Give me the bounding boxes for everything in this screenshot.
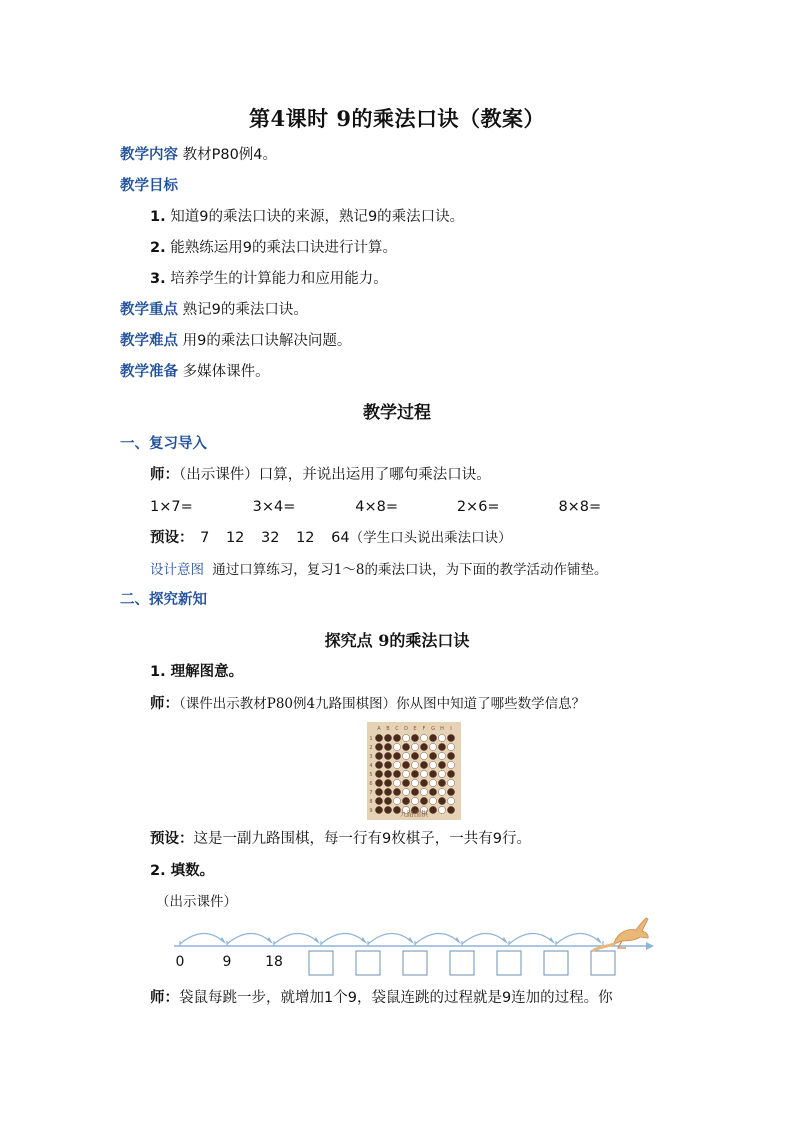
go-stone xyxy=(447,761,454,768)
key-line xyxy=(120,300,308,320)
go-stone xyxy=(375,797,382,804)
board-row-label: 6 xyxy=(369,781,373,787)
board-row-label: 4 xyxy=(369,763,373,769)
go-stone xyxy=(420,770,427,777)
go-stone xyxy=(375,788,382,795)
go-stone xyxy=(411,797,418,804)
jump-arc xyxy=(509,933,553,944)
go-stone xyxy=(429,761,436,768)
go-stone xyxy=(447,752,454,759)
teacher-prefix: 师： xyxy=(150,467,179,483)
go-stone xyxy=(375,761,382,768)
answer-blank-box[interactable] xyxy=(309,951,333,975)
jump-arrowhead xyxy=(596,937,602,944)
go-stone xyxy=(438,779,445,786)
jump-arrowhead xyxy=(408,937,414,944)
teacher2-line xyxy=(150,988,613,1008)
calc-row xyxy=(150,497,601,517)
board-row-label: 9 xyxy=(369,808,373,814)
go-stone xyxy=(438,770,445,777)
jump-arrowhead xyxy=(267,937,273,944)
design-label: 设计意图 xyxy=(150,562,204,578)
step1-heading: 1. 理解图意。 xyxy=(150,664,244,680)
go-stone xyxy=(384,797,391,804)
go-stone xyxy=(411,788,418,795)
go-stone xyxy=(411,770,418,777)
go-stone xyxy=(384,779,391,786)
go-stone xyxy=(429,806,436,813)
go-stone xyxy=(438,752,445,759)
teacher-text: 袋鼠每跳一步，就增加1个9，袋鼠连跳的过程就是9连加的过程。你 xyxy=(179,990,613,1006)
go-board xyxy=(367,722,461,820)
go-stone xyxy=(402,779,409,786)
section1-heading: 一、复习导入 xyxy=(120,436,207,452)
number-line-label: 0 xyxy=(175,954,185,970)
preset-value: 64 xyxy=(331,530,350,546)
board-column-label: B xyxy=(386,726,390,732)
board-column-label: H xyxy=(440,726,444,732)
goals-label: 教学目标 xyxy=(120,178,178,194)
go-stone xyxy=(393,797,400,804)
jump-arrowhead xyxy=(455,937,461,944)
go-stone xyxy=(420,779,427,786)
goal-text: 能熟练运用9的乘法口诀进行计算。 xyxy=(170,240,397,256)
jump-arc xyxy=(274,933,318,944)
preset-label: 预设： xyxy=(150,530,194,546)
go-stone xyxy=(393,770,400,777)
go-stone xyxy=(429,752,436,759)
go-stone xyxy=(384,734,391,741)
preset-value: 12 xyxy=(225,530,245,546)
number-line-arrowhead xyxy=(646,942,654,950)
go-stone xyxy=(393,743,400,750)
number-line-figure xyxy=(170,910,670,982)
go-stone xyxy=(411,752,418,759)
difficulty-label: 教学难点 xyxy=(120,333,178,349)
go-stone xyxy=(375,743,382,750)
go-stone xyxy=(375,770,382,777)
content-label: 教学内容 xyxy=(120,147,178,163)
jump-arc xyxy=(368,933,412,944)
go-stone xyxy=(402,743,409,750)
go-stone xyxy=(384,752,391,759)
go-stone xyxy=(429,743,436,750)
prep-text: 多媒体课件。 xyxy=(182,364,270,380)
go-stone xyxy=(384,743,391,750)
go-stone xyxy=(393,752,400,759)
board-column-label: C xyxy=(395,726,399,732)
go-stone xyxy=(447,734,454,741)
answer-blank-box[interactable] xyxy=(497,951,521,975)
go-stone xyxy=(447,770,454,777)
go-stone xyxy=(402,770,409,777)
go-stone xyxy=(384,770,391,777)
go-stone xyxy=(429,770,436,777)
go-stone xyxy=(438,797,445,804)
jump-arc xyxy=(180,933,224,944)
goal-number: 3. xyxy=(150,271,166,287)
go-stone xyxy=(429,788,436,795)
preset-value: 7 xyxy=(200,530,210,546)
calc-item: 8×8= xyxy=(558,499,602,515)
calc-item: 1×7= xyxy=(150,499,193,515)
go-stone xyxy=(375,806,382,813)
answer-blank-box[interactable] xyxy=(403,951,427,975)
board-caption: 九路围棋 xyxy=(400,810,428,818)
go-stone xyxy=(420,797,427,804)
board-row-label: 3 xyxy=(369,754,373,760)
difficulty-line xyxy=(120,331,351,351)
board-column-label: F xyxy=(422,726,426,732)
board-row-label: 5 xyxy=(369,772,373,778)
board-column-label: D xyxy=(404,726,408,732)
go-stone xyxy=(438,788,445,795)
go-stone xyxy=(438,806,445,813)
go-stone xyxy=(447,788,454,795)
go-stone xyxy=(447,743,454,750)
preset-value: 32 xyxy=(261,530,280,546)
jump-arc xyxy=(321,933,365,944)
board-column-label: A xyxy=(377,726,381,732)
go-stone xyxy=(447,797,454,804)
jump-arc xyxy=(556,933,600,944)
go-stone xyxy=(375,734,382,741)
goal-item xyxy=(150,207,464,227)
number-line-label: 9 xyxy=(222,954,232,970)
go-stone xyxy=(375,752,382,759)
content-line xyxy=(120,145,277,165)
go-stone xyxy=(447,779,454,786)
go-stone xyxy=(438,761,445,768)
board-row-label: 7 xyxy=(369,790,373,796)
answer-blank-box[interactable] xyxy=(356,951,380,975)
prep-label: 教学准备 xyxy=(120,364,178,380)
go-stone xyxy=(402,752,409,759)
go-stone xyxy=(411,734,418,741)
goal-item xyxy=(150,238,397,258)
calc-item: 3×4= xyxy=(252,499,296,515)
go-stone xyxy=(447,806,454,813)
answer-blank-box[interactable] xyxy=(450,951,474,975)
board-column-label: E xyxy=(413,726,417,732)
content-text: 教材P80例4。 xyxy=(182,147,278,163)
step2-heading: 2. 填数。 xyxy=(150,863,215,879)
show-note: （出示课件） xyxy=(156,894,237,910)
teacher-text: （课件出示教材P80例4九路围棋图）你从图中知道了哪些数学信息？ xyxy=(179,696,586,712)
teacher-text: （出示课件）口算，并说出运用了哪句乘法口诀。 xyxy=(179,467,491,483)
goal-number: 2. xyxy=(150,240,166,256)
board-column-label: G xyxy=(431,726,435,732)
section2-heading: 二、探究新知 xyxy=(120,592,207,608)
goal-number: 1. xyxy=(150,209,166,225)
go-stone xyxy=(411,743,418,750)
jump-arc xyxy=(415,933,459,944)
board-column-label: I xyxy=(450,726,452,732)
go-stone xyxy=(429,779,436,786)
go-stone xyxy=(411,779,418,786)
go-stone xyxy=(420,761,427,768)
difficulty-text: 用9的乘法口诀解决问题。 xyxy=(182,333,352,349)
go-stone xyxy=(375,779,382,786)
go-stone xyxy=(438,734,445,741)
board-row-label: 1 xyxy=(369,736,373,742)
number-line xyxy=(170,910,670,982)
jump-arc xyxy=(462,933,506,944)
go-stone xyxy=(420,743,427,750)
go-stone xyxy=(402,788,409,795)
key-text: 熟记9的乘法口诀。 xyxy=(182,302,308,318)
go-stone xyxy=(393,734,400,741)
go-stone xyxy=(402,761,409,768)
answer-blank-box[interactable] xyxy=(591,951,615,975)
calc-item: 4×8= xyxy=(355,499,398,515)
jump-arrowhead xyxy=(361,937,367,944)
goal-text: 培养学生的计算能力和应用能力。 xyxy=(170,271,388,287)
jump-arrowhead xyxy=(549,937,555,944)
calc-item: 2×6= xyxy=(456,499,500,515)
go-stone xyxy=(438,743,445,750)
page-title: 第4课时 9的乘法口诀（教案） xyxy=(248,106,546,131)
go-stone xyxy=(393,761,400,768)
go-stone xyxy=(420,734,427,741)
explore-subheading: 探究点 9的乘法口诀 xyxy=(324,631,470,650)
preset-label: 预设： xyxy=(150,831,194,847)
number-line-label: 18 xyxy=(265,954,283,970)
go-stone xyxy=(420,788,427,795)
process-heading: 教学过程 xyxy=(363,403,431,423)
goal-text: 知道9的乘法口诀的来源，熟记9的乘法口诀。 xyxy=(170,209,465,225)
preset2-line xyxy=(150,829,531,849)
jump-arrowhead xyxy=(502,937,508,944)
teacher-line xyxy=(150,465,491,485)
design-line xyxy=(150,560,607,580)
go-stone xyxy=(384,761,391,768)
design-text: 通过口算练习，复习1～8的乘法口诀，为下面的教学活动作铺垫。 xyxy=(212,562,608,578)
go-stone xyxy=(429,734,436,741)
answer-blank-box[interactable] xyxy=(544,951,568,975)
preset-text: 这是一副九路围棋，每一行有9枚棋子，一共有9行。 xyxy=(193,831,531,847)
jump-arrowhead xyxy=(314,937,320,944)
go-stone xyxy=(402,734,409,741)
teacher-line xyxy=(150,694,585,714)
go-stone xyxy=(402,797,409,804)
preset-note: （学生口头说出乘法口诀） xyxy=(349,530,512,546)
teacher-prefix: 师： xyxy=(150,696,179,712)
jump-arc xyxy=(227,933,271,944)
go-stone xyxy=(384,788,391,795)
teacher-prefix: 师： xyxy=(150,990,179,1006)
go-stone xyxy=(411,761,418,768)
go-stone xyxy=(393,788,400,795)
board-row-label: 2 xyxy=(369,745,373,751)
board-row-label: 8 xyxy=(369,799,373,805)
key-label: 教学重点 xyxy=(120,302,178,318)
go-stone xyxy=(384,806,391,813)
go-stone xyxy=(429,797,436,804)
go-board-image xyxy=(367,722,461,820)
goal-item xyxy=(150,269,388,289)
preset-line xyxy=(150,528,512,548)
go-stone xyxy=(420,752,427,759)
kangaroo-icon xyxy=(594,918,648,950)
go-stone xyxy=(393,779,400,786)
preset-value: 12 xyxy=(296,530,315,546)
prep-line xyxy=(120,362,270,382)
jump-arrowhead xyxy=(220,937,226,944)
